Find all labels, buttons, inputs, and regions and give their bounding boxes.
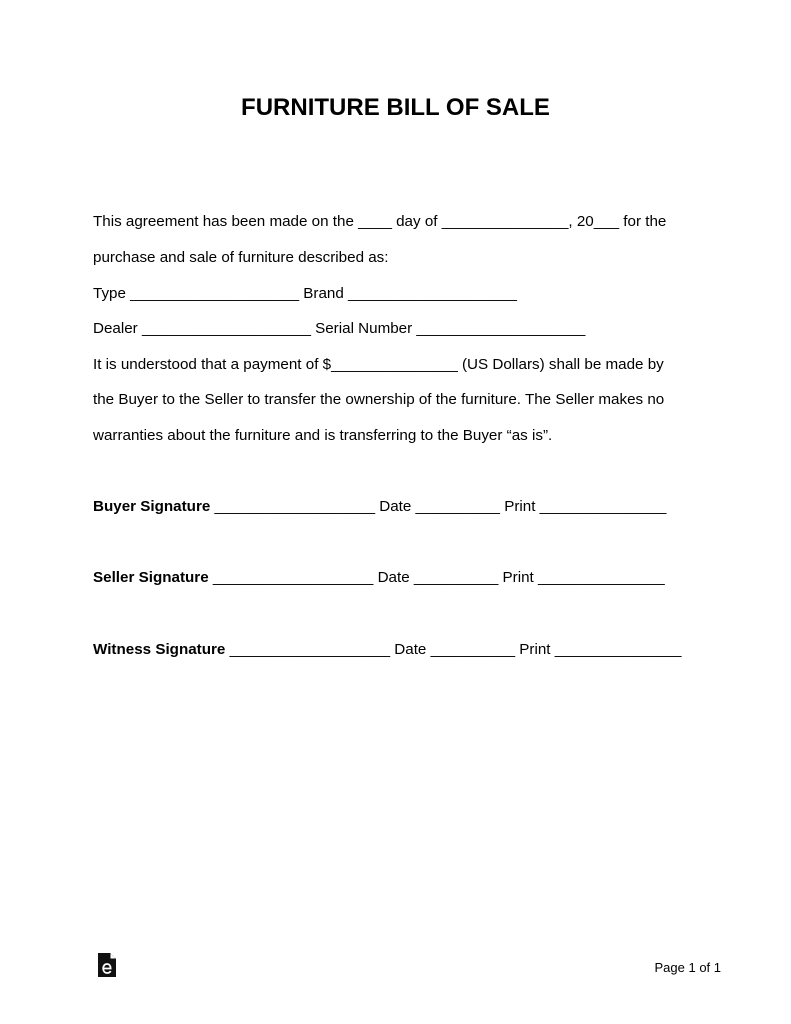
buyer-signature-label: Buyer Signature bbox=[93, 498, 211, 515]
agreement-date-line: This agreement has been made on the ____ day of _______________, 20___ for the bbox=[93, 213, 667, 230]
warranty-line: warranties about the furniture and is transferring to the Buyer “as is”. bbox=[93, 427, 553, 444]
buyer-signature-row bbox=[93, 497, 666, 517]
type-brand-line: Type ____________________ Brand ____________________ bbox=[93, 285, 517, 302]
seller-signature-fields: ___________________ Date __________ Print _______________ bbox=[208, 569, 665, 586]
document-logo-icon bbox=[97, 952, 117, 978]
buyer-signature-fields: ___________________ Date __________ Print _______________ bbox=[210, 498, 667, 515]
seller-signature-label: Seller Signature bbox=[93, 569, 209, 586]
page-number: Page 1 of 1 bbox=[654, 960, 721, 975]
ownership-transfer-line: the Buyer to the Seller to transfer the ownership of the furniture. The Seller makes no bbox=[93, 391, 665, 408]
payment-line: It is understood that a payment of $_______________ (US Dollars) shall be made by bbox=[93, 356, 664, 373]
witness-signature-row bbox=[93, 640, 681, 660]
seller-signature-row bbox=[93, 568, 665, 588]
document-title: FURNITURE BILL OF SALE bbox=[241, 94, 550, 121]
dealer-serial-line: Dealer ____________________ Serial Number ____________________ bbox=[93, 320, 586, 337]
furniture-description-line: purchase and sale of furniture described as: bbox=[93, 249, 389, 266]
witness-signature-label: Witness Signature bbox=[93, 641, 226, 658]
witness-signature-fields: ___________________ Date __________ Print _______________ bbox=[225, 641, 682, 658]
